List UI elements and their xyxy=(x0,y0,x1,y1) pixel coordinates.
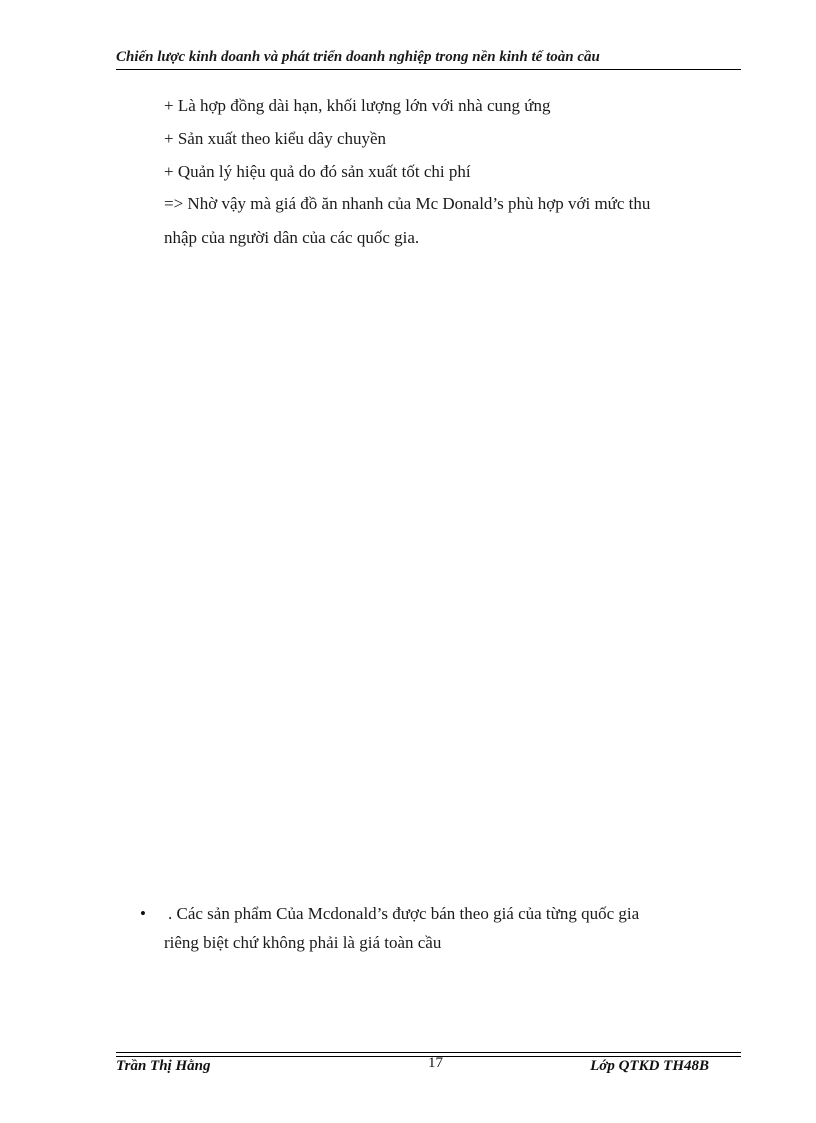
footer-author: Trần Thị Hằng xyxy=(116,1058,211,1074)
text-line-1: + Là hợp đồng dài hạn, khối lượng lớn với nhà cung ứng xyxy=(164,96,551,115)
page-number: 17 xyxy=(428,1055,443,1071)
text-line-3: + Quản lý hiệu quả do đó sản xuất tốt chi phí xyxy=(164,162,471,181)
bullet-marker: • xyxy=(140,904,146,923)
page-header xyxy=(116,49,741,70)
text-line-5: nhập của người dân của các quốc gia. xyxy=(164,228,420,247)
bullet-line-1: . Các sản phẩm Của Mcdonald’s được bán theo giá của từng quốc gia xyxy=(168,904,640,923)
header-title: Chiến lược kinh doanh và phát triển doanh nghiệp trong nền kinh tế toàn cầu xyxy=(116,49,600,65)
bullet-line-2: riêng biệt chứ không phải là giá toàn cầu xyxy=(164,933,442,952)
text-line-2: + Sản xuất theo kiểu dây chuyền xyxy=(164,129,387,148)
text-line-4: => Nhờ vậy mà giá đồ ăn nhanh của Mc Donald’s phù hợp với mức thu xyxy=(164,194,651,213)
footer-class-label: Lớp QTKD TH48B xyxy=(590,1058,709,1074)
footer-rule-top xyxy=(116,1052,741,1053)
